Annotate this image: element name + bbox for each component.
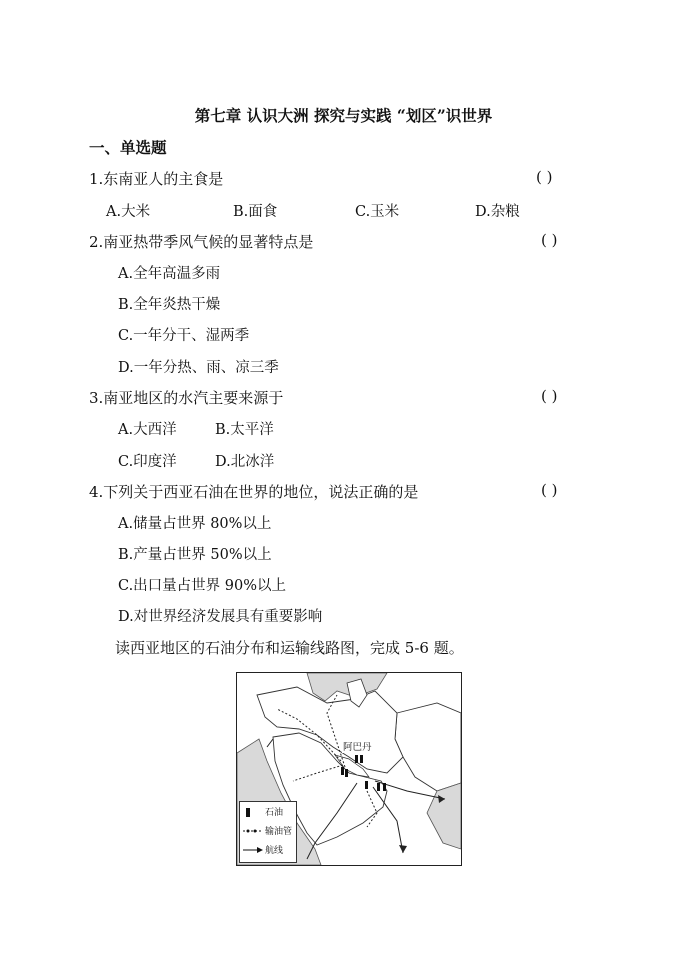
question-4-answer-blank[interactable]: ( ) [541, 481, 558, 499]
legend-pipeline [243, 824, 292, 837]
question-2-option-b[interactable]: B.全年炎热干燥 [118, 297, 221, 313]
question-3-option-a[interactable]: A.大西洋 [118, 422, 177, 438]
legend-route [243, 843, 283, 856]
question-3-option-d[interactable]: D.北冰洋 [215, 454, 275, 470]
question-3-option-c[interactable]: C.印度洋 [118, 454, 177, 470]
question-4-stem: 4.下列关于西亚石油在世界的地位，说法正确的是 [89, 483, 419, 501]
question-1-option-b[interactable]: B.面食 [233, 204, 278, 220]
question-1-stem: 1.东南亚人的主食是 [89, 170, 224, 188]
legend-oil-label: 石油 [265, 808, 284, 818]
page-title: 第七章 认识大洲 探究与实践 “划区”识世界 [194, 106, 493, 125]
map-legend [239, 801, 297, 863]
legend-pipeline-label: 输油管 [265, 827, 293, 837]
question-4-option-a[interactable]: A.储量占世界 80%以上 [118, 516, 272, 532]
shipping-route-icon [243, 845, 263, 855]
question-2-option-d[interactable]: D.一年分热、雨、凉三季 [118, 360, 279, 376]
question-3-answer-blank[interactable]: ( ) [541, 387, 558, 405]
question-1-answer-blank[interactable]: ( ) [536, 168, 553, 186]
oil-well-icon [243, 807, 263, 817]
question-3-stem: 3.南亚地区的水汽主要来源于 [89, 389, 284, 407]
legend-route-label: 航线 [265, 846, 284, 856]
question-4-option-b[interactable]: B.产量占世界 50%以上 [118, 547, 272, 563]
read-instruction: 读西亚地区的石油分布和运输线路图，完成 5-6 题。 [115, 639, 464, 657]
legend-oil [243, 805, 283, 818]
abadan-label: 阿巴丹 [342, 739, 373, 753]
question-2-option-c[interactable]: C.一年分干、湿两季 [118, 328, 250, 344]
question-1-option-d[interactable]: D.杂粮 [475, 204, 520, 220]
question-3-option-b[interactable]: B.太平洋 [215, 422, 274, 438]
question-1-option-c[interactable]: C.玉米 [355, 204, 400, 220]
pipeline-icon [243, 826, 263, 836]
question-2-answer-blank[interactable]: ( ) [541, 231, 558, 249]
west-asia-oil-map [236, 672, 462, 866]
question-4-option-d[interactable]: D.对世界经济发展具有重要影响 [118, 609, 323, 625]
question-2-stem: 2.南亚热带季风气候的显著特点是 [89, 233, 314, 251]
question-1-option-a[interactable]: A.大米 [106, 204, 151, 220]
section-heading: 一、单选题 [89, 138, 167, 157]
question-2-option-a[interactable]: A.全年高温多雨 [118, 266, 221, 282]
question-4-option-c[interactable]: C.出口量占世界 90%以上 [118, 578, 287, 594]
